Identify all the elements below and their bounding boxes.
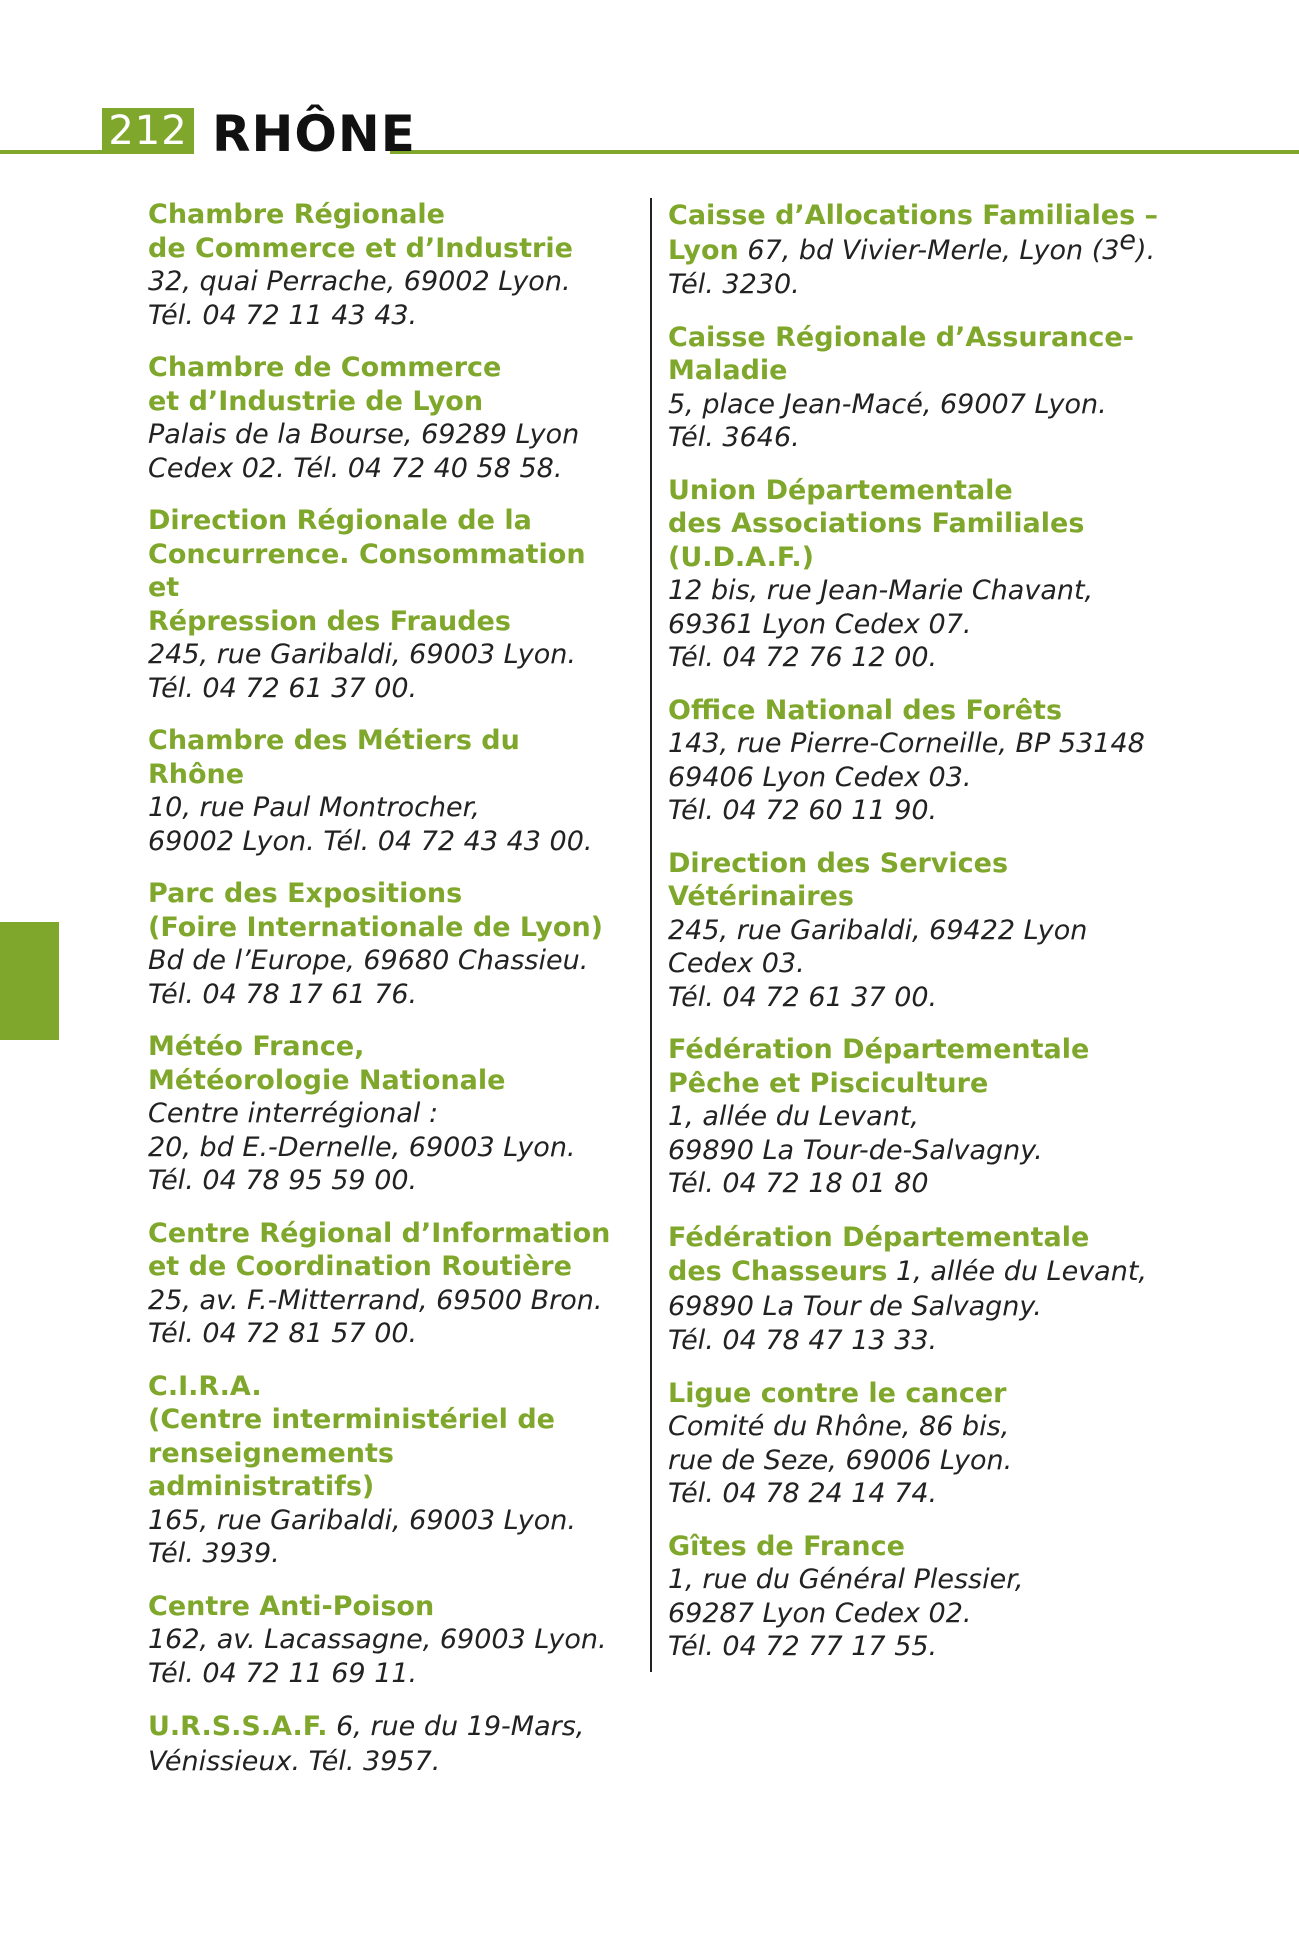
column-divider (650, 198, 652, 1672)
directory-entry (148, 1217, 618, 1351)
page-number: 212 (102, 108, 194, 154)
entry-name: Direction Régionale de la Concurrence. Consommation et Répression des Fraudes (148, 505, 586, 637)
entry-name: Parc des Expositions (Foire Internationale de Lyon) (148, 878, 604, 943)
directory-entry (668, 1220, 1168, 1358)
directory-entry (668, 1377, 1168, 1511)
directory-entry (668, 847, 1168, 1015)
entry-address: Bd de l’Europe, 69680 Chassieu. Tél. 04 78 17 61 76. (148, 945, 589, 1010)
entry-name: Fédération Départementale Pêche et Pisciculture (668, 1034, 1090, 1099)
directory-entry (148, 877, 618, 1011)
entry-name: Union Départementale des Associations Familiales (U.D.A.F.) (668, 474, 1085, 573)
entry-address: 245, rue Garibaldi, 69003 Lyon. Tél. 04 72 61 37 00. (148, 639, 576, 704)
entry-name: Météo France, Météorologie Nationale (148, 1031, 506, 1096)
entry-name: Centre Anti-Poison (148, 1590, 435, 1622)
entry-address: 1, allée du Levant, 69890 La Tour de Salvagny. Tél. 04 78 47 13 33. (668, 1256, 1148, 1356)
entry-name: Chambre Régionale de Commerce et d’Industrie (148, 199, 573, 264)
entry-address: 6, rue du 19-Mars, Vénissieux. Tél. 3957. (148, 1711, 585, 1777)
entry-address: 1, allée du Levant, 69890 La Tour-de-Salvagny. Tél. 04 72 18 01 80 (668, 1101, 1043, 1199)
directory-entry (668, 1033, 1168, 1201)
entry-address: Palais de la Bourse, 69289 Lyon Cedex 02. Tél. 04 72 40 58 58. (148, 419, 580, 484)
directory-entry (148, 198, 618, 332)
directory-entry (148, 1370, 618, 1571)
directory-entry (668, 198, 1168, 302)
entry-name: Centre Régional d’Information et de Coordination Routière (148, 1217, 611, 1282)
directory-entry (148, 351, 618, 485)
entry-address: 1, rue du Général Plessier, 69287 Lyon Cedex 02. Tél. 04 72 77 17 55. (668, 1564, 1024, 1662)
directory-entry (148, 724, 618, 858)
directory-entry (148, 1590, 618, 1691)
entry-address: Comité du Rhône, 86 bis, rue de Seze, 69006 Lyon. Tél. 04 78 24 14 74. (668, 1411, 1013, 1509)
entry-address: 67, bd Vivier-Merle, Lyon (3 (738, 234, 1120, 266)
right-column (668, 198, 1168, 1683)
entry-address: 245, rue Garibaldi, 69422 Lyon Cedex 03. Tél. 04 72 61 37 00. (668, 914, 1088, 1013)
entry-address: 10, rue Paul Montrocher, 69002 Lyon. Tél. 04 72 43 43 00. (148, 792, 593, 857)
entry-address: 12 bis, rue Jean-Marie Chavant, 69361 Lyon Cedex 07. Tél. 04 72 76 12 00. (668, 575, 1094, 673)
entry-name: Office National des Forêts (668, 694, 1063, 726)
entry-address: 162, av. Lacassagne, 69003 Lyon. Tél. 04 72 11 69 11. (148, 1624, 607, 1689)
entry-address: 143, rue Pierre-Corneille, BP 53148 69406 Lyon Cedex 03. Tél. 04 72 60 11 90. (668, 728, 1145, 826)
entry-name: Caisse d’Allocations Familiales – Lyon (668, 200, 1159, 266)
header-rule-right (390, 150, 1299, 154)
entry-name: U.R.S.S.A.F. (148, 1711, 328, 1742)
directory-entry (668, 474, 1168, 675)
entry-address: 165, rue Garibaldi, 69003 Lyon. Tél. 3939. (148, 1504, 576, 1569)
entry-address: 32, quai Perrache, 69002 Lyon. Tél. 04 72 11 43 43. (148, 266, 571, 331)
entry-name: C.I.R.A. (Centre interministériel de renseignements administratifs) (148, 1370, 555, 1502)
entry-name: Gîtes de France (668, 1530, 905, 1562)
directory-entry (668, 1530, 1168, 1664)
entry-name: Caisse Régionale d’Assurance- Maladie (668, 321, 1134, 386)
directory-entry (668, 321, 1168, 455)
entry-name: Fédération Départementale des Chasseurs (668, 1221, 1090, 1287)
entry-name: Chambre des Métiers du Rhône (148, 725, 520, 790)
directory-entry (148, 1030, 618, 1198)
entry-name: Ligue contre le cancer (668, 1377, 1007, 1409)
directory-entry (668, 694, 1168, 828)
entry-address: Centre interrégional : 20, bd E.-Dernelle, 69003 Lyon. Tél. 04 78 95 59 00. (148, 1098, 576, 1196)
entry-name: Direction des Services Vétérinaires (668, 847, 1009, 912)
entry-address: 25, av. F.-Mitterrand, 69500 Bron. Tél. 04 72 81 57 00. (148, 1284, 603, 1349)
entry-name: Chambre de Commerce et d’Industrie de Lyon (148, 352, 502, 417)
side-thumb-tab (0, 922, 59, 1040)
directory-entry (148, 1709, 618, 1778)
entry-address-end: ). Tél. 3230. (668, 234, 1156, 300)
left-column (148, 198, 618, 1797)
header-rule-left (0, 150, 102, 154)
entry-address-superscript: e (1119, 224, 1137, 256)
section-title: RHÔNE (212, 105, 416, 163)
entry-address: 5, place Jean-Macé, 69007 Lyon. Tél. 3646. (668, 388, 1107, 453)
directory-entry (148, 504, 618, 705)
